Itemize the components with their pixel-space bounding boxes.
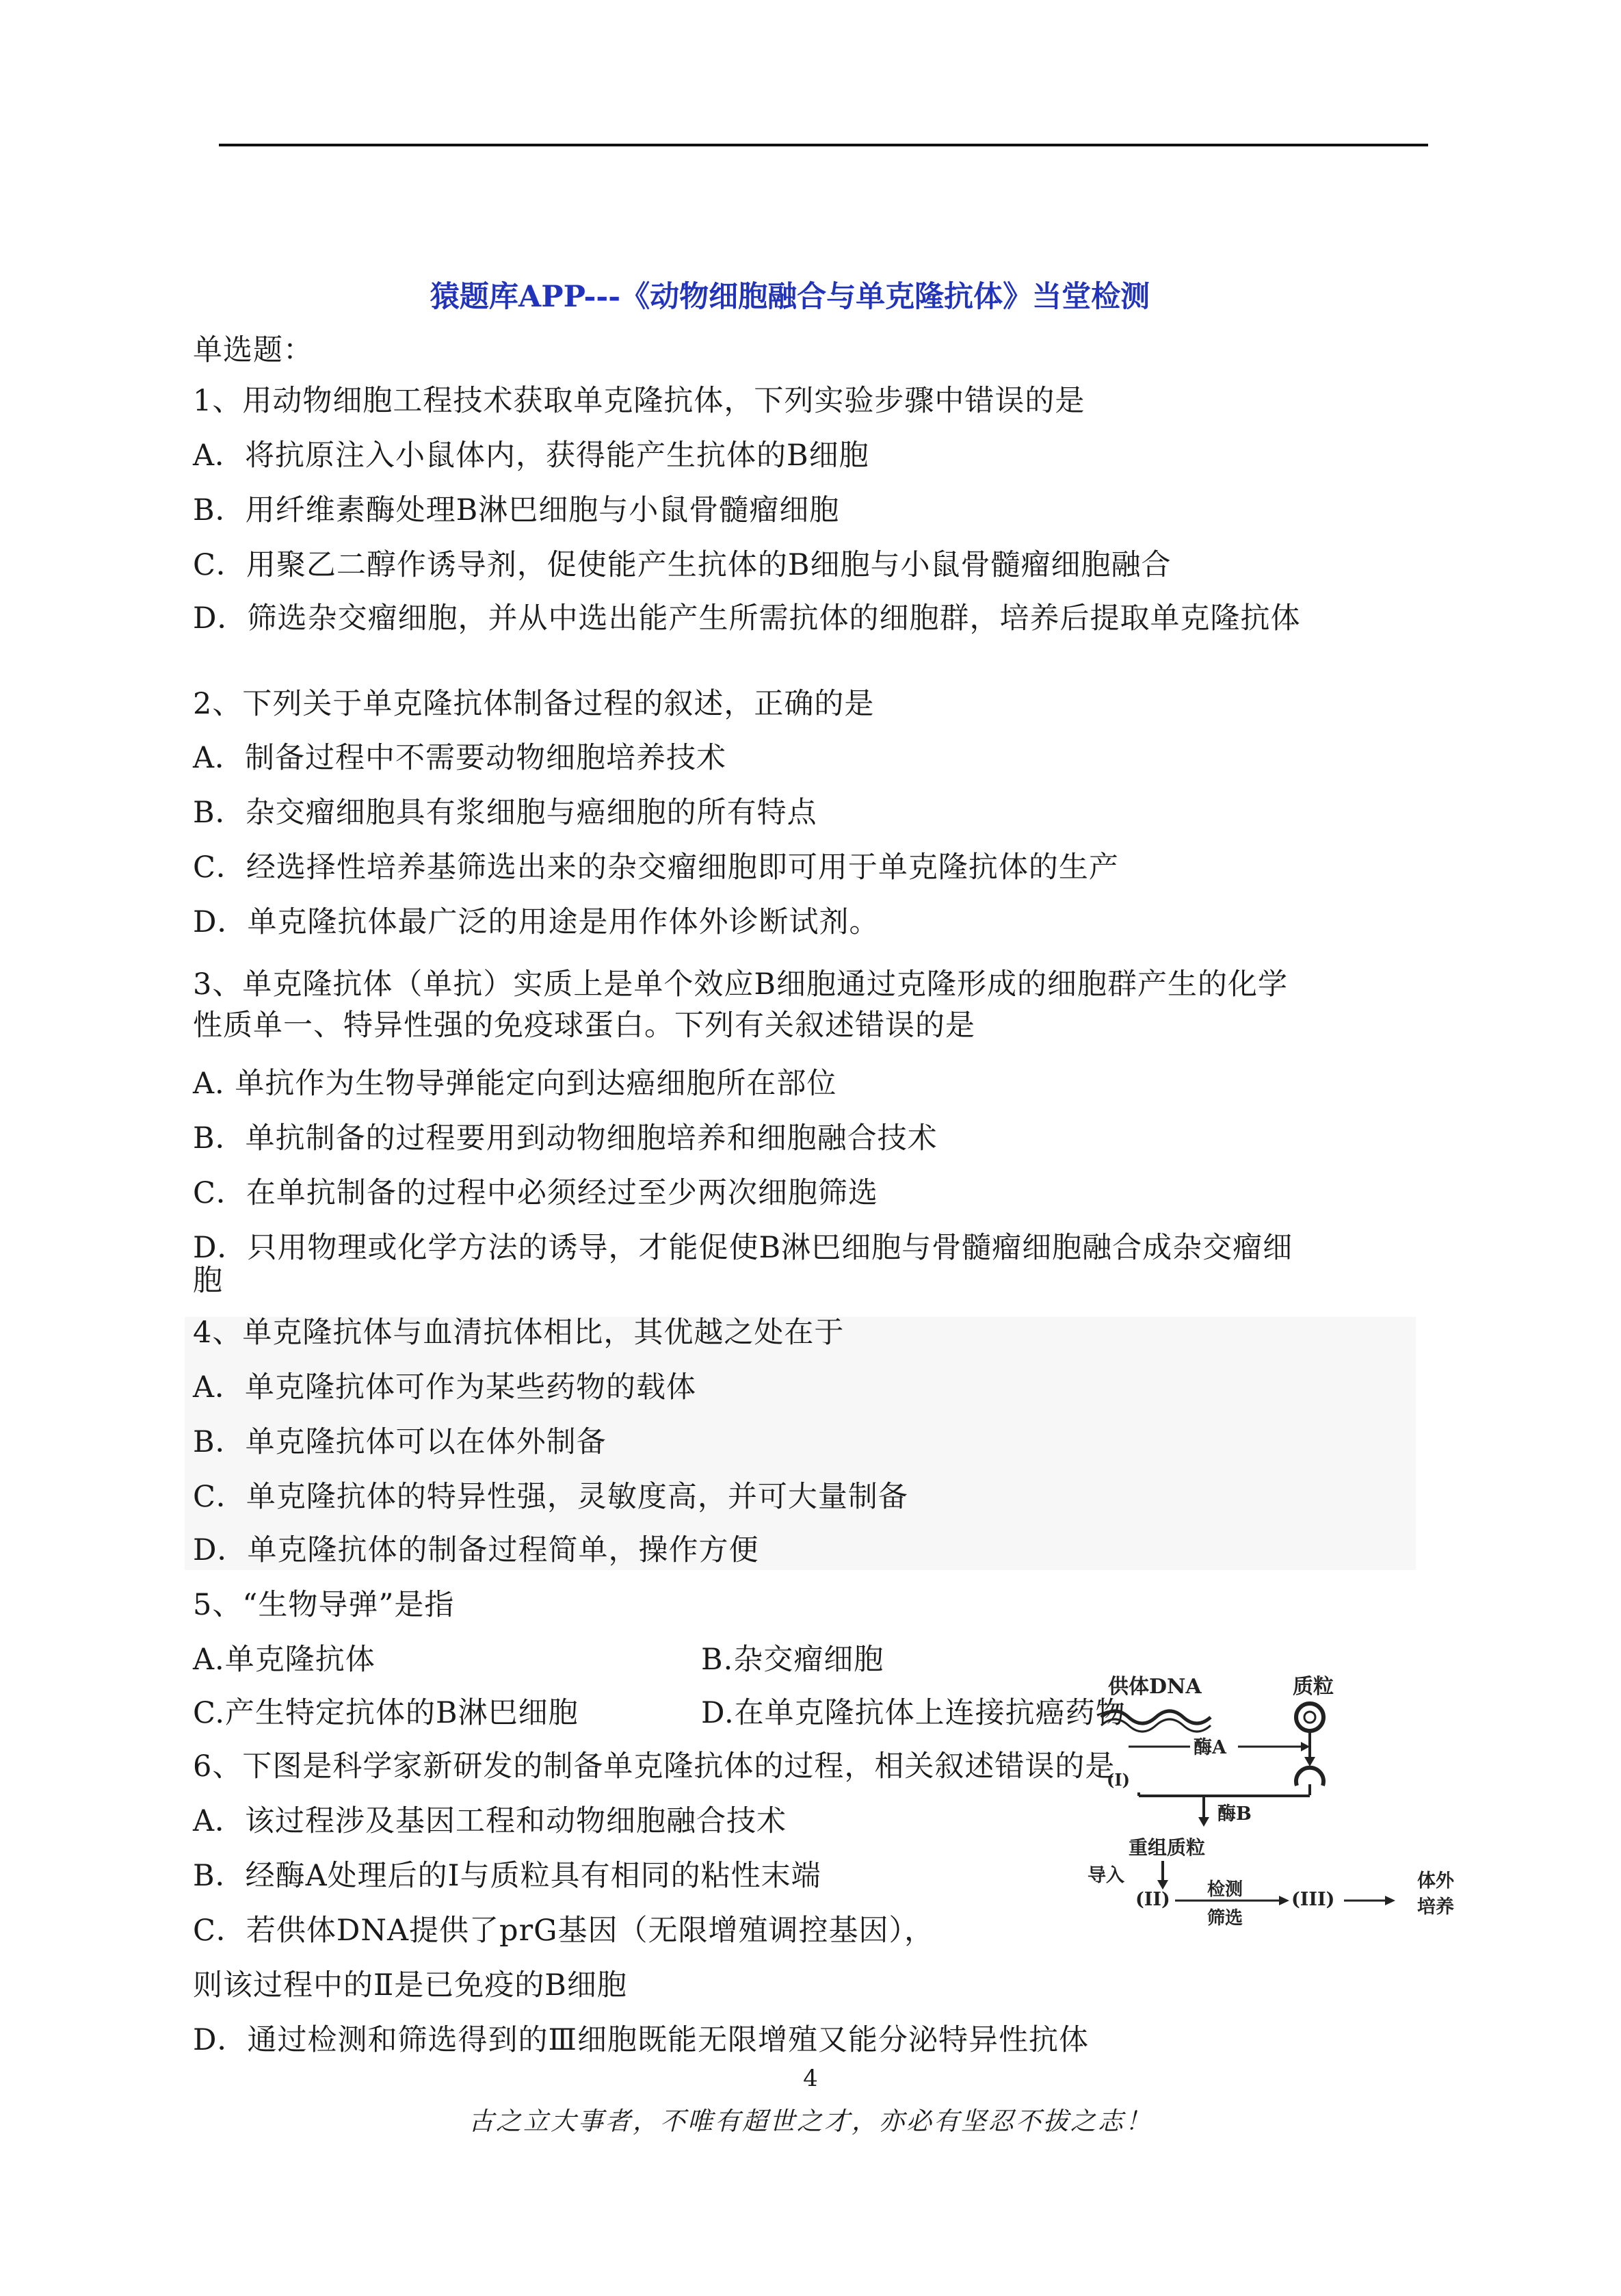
q3-option-d-line1: D．只用物理或化学方法的诱导，才能促使B淋巴细胞与骨髓瘤细胞融合成杂交瘤细 bbox=[193, 1231, 1293, 1265]
plasmid-arrowhead bbox=[1304, 1757, 1315, 1766]
enzyme-b-arrowhead bbox=[1198, 1817, 1209, 1827]
q2-option-d: D．单克隆抗体最广泛的用途是用作体外诊断试剂。 bbox=[193, 905, 880, 939]
section-label: 单选题： bbox=[193, 333, 313, 367]
q2-stem: 2、下列关于单克隆抗体制备过程的叙述，正确的是 bbox=[193, 687, 875, 721]
q2-option-a: A．制备过程中不需要动物细胞培养技术 bbox=[193, 741, 727, 775]
figure-enzyme-a-label: 酶A bbox=[1194, 1737, 1226, 1758]
q1-option-a: A．将抗原注入小鼠体内，获得能产生抗体的B细胞 bbox=[193, 439, 869, 473]
donor-dna-strand2-icon bbox=[1101, 1719, 1211, 1732]
q6-stem: 6、下图是科学家新研发的制备单克隆抗体的过程，相关叙述错误的是 bbox=[193, 1749, 1116, 1784]
import-arrowhead bbox=[1157, 1880, 1168, 1890]
q6-option-d: D．通过检测和筛选得到的Ⅲ细胞既能无限增殖又能分泌特异性抗体 bbox=[193, 2023, 1089, 2057]
figure-label-i: (I) bbox=[1107, 1770, 1130, 1790]
q6-option-c-line1: C．若供体DNA提供了prG基因（无限增殖调控基因）， bbox=[193, 1914, 934, 1948]
q3-option-a: A. 单抗作为生物导弹能定向到达癌细胞所在部位 bbox=[193, 1067, 837, 1101]
q6-option-b: B．经酶A处理后的Ⅰ与质粒具有相同的粘性末端 bbox=[193, 1859, 821, 1893]
figure-culture-label-1: 体外 bbox=[1417, 1870, 1454, 1892]
antibody-process-diagram bbox=[1088, 1669, 1532, 1943]
q1-option-c: C．用聚乙二醇作诱导剂，促使能产生抗体的B细胞与小鼠骨髓瘤细胞融合 bbox=[193, 548, 1172, 582]
q5-option-c: C.产生特定抗体的B淋巴细胞 bbox=[193, 1696, 579, 1730]
q3-option-d-line2: 胞 bbox=[193, 1264, 223, 1298]
q5-stem: 5、“生物导弹”是指 bbox=[193, 1588, 455, 1622]
donor-dna-strand-icon bbox=[1101, 1711, 1211, 1723]
figure-detect-label: 检测 bbox=[1207, 1879, 1243, 1900]
q2-option-b: B．杂交瘤细胞具有浆细胞与癌细胞的所有特点 bbox=[193, 796, 817, 830]
screen-arrowhead bbox=[1279, 1896, 1289, 1905]
q4-option-d: D．单克隆抗体的制备过程简单，操作方便 bbox=[193, 1533, 759, 1567]
plasmid-inner-icon bbox=[1304, 1712, 1315, 1723]
plasmid-circle-icon bbox=[1296, 1704, 1323, 1731]
q1-option-b: B．用纤维素酶处理B淋巴细胞与小鼠骨髓瘤细胞 bbox=[193, 493, 840, 527]
figure-import-label: 导入 bbox=[1088, 1865, 1124, 1886]
q6-option-a: A．该过程涉及基因工程和动物细胞融合技术 bbox=[193, 1804, 787, 1838]
figure-culture-label-2: 培养 bbox=[1417, 1896, 1454, 1918]
figure-plasmid-label: 质粒 bbox=[1293, 1675, 1334, 1699]
page-title: 猿题库APP---《动物细胞融合与单克隆抗体》当堂检测 bbox=[430, 280, 1150, 314]
q5-option-d: D.在单克隆抗体上连接抗癌药物 bbox=[701, 1696, 1126, 1730]
q1-option-d: D．筛选杂交瘤细胞，并从中选出能产生所需抗体的细胞群，培养后提取单克隆抗体 bbox=[193, 601, 1301, 636]
q3-stem-line2: 性质单一、特异性强的免疫球蛋白。下列有关叙述错误的是 bbox=[193, 1008, 975, 1043]
figure-donor-dna-label: 供体DNA bbox=[1108, 1675, 1202, 1699]
figure-recombinant-label: 重组质粒 bbox=[1129, 1836, 1206, 1859]
figure-screen-label: 筛选 bbox=[1207, 1908, 1243, 1929]
culture-arrowhead bbox=[1385, 1896, 1395, 1905]
figure-enzyme-b-label: 酶B bbox=[1217, 1803, 1252, 1825]
q2-option-c: C．经选择性培养基筛选出来的杂交瘤细胞即可用于单克隆抗体的生产 bbox=[193, 850, 1119, 885]
header-rule bbox=[219, 144, 1428, 146]
q3-option-c: C．在单抗制备的过程中必须经过至少两次细胞筛选 bbox=[193, 1176, 878, 1210]
q4-option-c: C．单克隆抗体的特异性强，灵敏度高，并可大量制备 bbox=[193, 1480, 908, 1514]
q3-stem-line1: 3、单克隆抗体（单抗）实质上是单个效应B细胞通过克隆形成的细胞群产生的化学 bbox=[193, 967, 1288, 1002]
figure-label-iii: (III) bbox=[1291, 1889, 1335, 1910]
figure-label-ii: (II) bbox=[1135, 1889, 1170, 1910]
footer-motto: 古之立大事者，不唯有超世之才，亦必有坚忍不拔之志！ bbox=[469, 2106, 1152, 2136]
q3-option-b: B．单抗制备的过程要用到动物细胞培养和细胞融合技术 bbox=[193, 1121, 938, 1156]
q1-stem: 1、用动物细胞工程技术获取单克隆抗体，下列实验步骤中错误的是 bbox=[193, 384, 1085, 418]
q4-option-b: B．单克隆抗体可以在体外制备 bbox=[193, 1425, 607, 1459]
q5-option-a: A.单克隆抗体 bbox=[193, 1643, 375, 1677]
cut-plasmid-icon bbox=[1296, 1768, 1323, 1786]
q6-option-c-line2: 则该过程中的Ⅱ是已免疫的B细胞 bbox=[193, 1968, 627, 2003]
q4-stem: 4、单克隆抗体与血清抗体相比，其优越之处在于 bbox=[193, 1316, 845, 1350]
page-number: 4 bbox=[803, 2065, 818, 2092]
q4-option-a: A．单克隆抗体可作为某些药物的载体 bbox=[193, 1370, 697, 1405]
q5-option-b: B.杂交瘤细胞 bbox=[701, 1643, 884, 1677]
